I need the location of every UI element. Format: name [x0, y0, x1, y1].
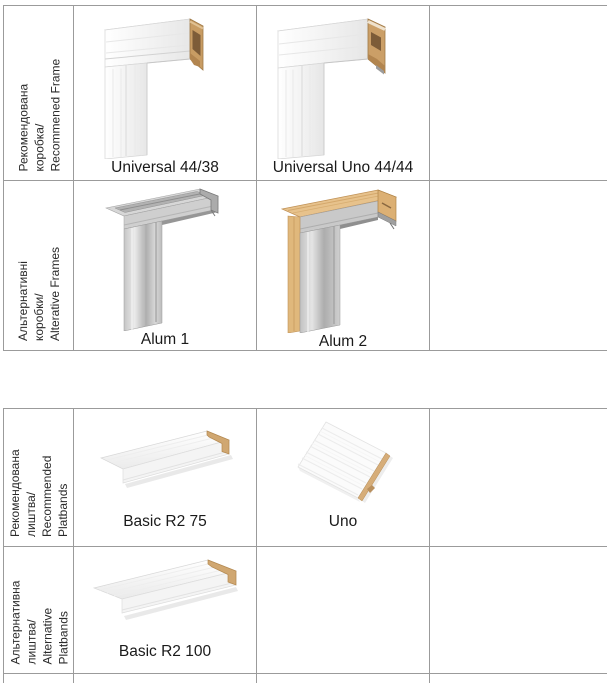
cutoff-row-cell — [74, 674, 257, 683]
basic-r2-75-photo — [95, 418, 235, 506]
row-label-recommended-platbands — [4, 409, 74, 547]
label-line: Рекомендована — [16, 83, 30, 171]
product-cell-alum-1 — [74, 181, 257, 351]
product-image-wrap — [90, 6, 240, 159]
label-line: Альтернативна — [8, 580, 22, 664]
product-image-wrap — [293, 409, 393, 513]
basic-r2-100-photo — [90, 554, 240, 638]
label-line: коробка/ — [32, 123, 46, 171]
empty-cell — [430, 409, 607, 547]
label-line: Platbands — [56, 483, 70, 537]
product-cell-basic-r2-75 — [74, 409, 257, 547]
product-caption: Uno — [328, 513, 358, 530]
product-image-wrap — [95, 409, 235, 513]
product-caption: Universal 44/38 — [111, 159, 219, 176]
label-line: Alternative — [40, 607, 54, 664]
product-caption: Basic R2 100 — [118, 643, 212, 660]
label-line: Platbands — [56, 610, 70, 664]
empty-cell — [430, 547, 607, 674]
product-cell-universal-44-38 — [74, 6, 257, 181]
label-line: Альтернативні — [16, 261, 30, 341]
product-cell-basic-r2-100 — [74, 547, 257, 674]
product-caption: Alum 2 — [318, 333, 368, 350]
row-label-text — [4, 6, 74, 181]
row-label-alternative-platbands — [4, 547, 74, 674]
cutoff-row-cell — [257, 674, 430, 683]
product-caption: Basic R2 75 — [123, 513, 207, 530]
product-caption: Universal Uno 44/44 — [272, 159, 414, 176]
product-image-wrap — [90, 547, 240, 643]
platbands-table — [3, 408, 607, 683]
empty-cell — [430, 181, 607, 351]
product-image-wrap — [278, 181, 408, 333]
product-cell-universal-uno-44-44 — [257, 6, 430, 181]
label-line: Alterative Frames — [48, 246, 62, 341]
row-label-text — [4, 409, 74, 547]
label-line: коробки/ — [32, 293, 46, 341]
uno-platband-photo — [293, 415, 393, 510]
label-line: лиштва/ — [24, 618, 38, 664]
row-label-recommended-frame — [4, 6, 74, 181]
alum-2-photo — [278, 183, 408, 333]
cutoff-row-cell — [430, 674, 607, 683]
alum-1-photo — [100, 183, 230, 331]
cutoff-row-label-cell — [4, 674, 74, 683]
product-caption: Alum 1 — [140, 331, 190, 348]
empty-cell — [257, 547, 430, 674]
product-cell-alum-2 — [257, 181, 430, 351]
label-line: Recommended — [40, 455, 54, 537]
product-image-wrap — [100, 181, 230, 331]
row-label-text — [4, 181, 74, 351]
universal-44-38-photo — [90, 9, 240, 159]
universal-uno-44-44-photo — [266, 9, 421, 159]
label-line: Recommened Frame — [48, 58, 62, 171]
label-line: Рекомендована — [8, 449, 22, 537]
frames-table — [3, 5, 607, 351]
empty-cell — [430, 6, 607, 181]
row-label-alternative-frames — [4, 181, 74, 351]
product-image-wrap — [266, 6, 421, 159]
product-cell-uno — [257, 409, 430, 547]
row-label-text — [4, 547, 74, 674]
label-line: лиштва/ — [24, 491, 38, 537]
